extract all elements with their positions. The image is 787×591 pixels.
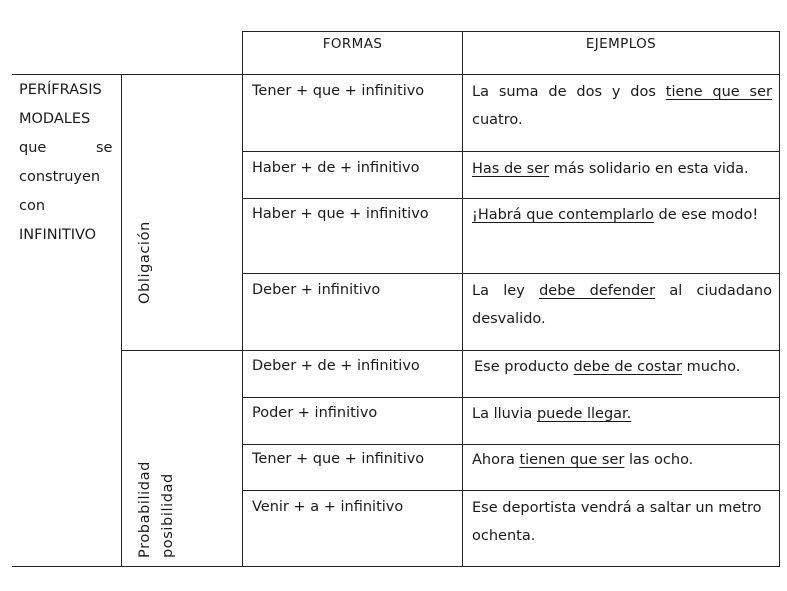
row-label-line-3a: que bbox=[19, 140, 47, 156]
ejemplo-text: las ocho. bbox=[624, 452, 694, 468]
forma-cell: Haber + que + infinitivo bbox=[252, 206, 429, 222]
ejemplo-text: Ese deportista vendrá a saltar un metro ochenta. bbox=[472, 500, 762, 544]
ejemplo-underlined: tienen que ser bbox=[519, 452, 625, 468]
ejemplo-cell bbox=[472, 155, 777, 183]
ejemplo-cell bbox=[472, 277, 772, 333]
rule-row-2 bbox=[242, 198, 780, 199]
ejemplo-text: más solidario en esta vida. bbox=[549, 161, 749, 177]
ejemplo-cell bbox=[472, 400, 777, 428]
ejemplo-cell bbox=[472, 446, 777, 474]
ejemplo-text: al ciudadano desvalido. bbox=[472, 283, 772, 327]
group-label-obligacion: Obligación bbox=[137, 221, 153, 304]
ejemplo-underlined: puede llegar. bbox=[536, 406, 632, 422]
ejemplo-cell bbox=[472, 494, 777, 550]
forma-cell: Tener + que + infinitivo bbox=[252, 83, 425, 99]
forma-cell: Tener + que + infinitivo bbox=[252, 451, 425, 467]
rule-row-5 bbox=[242, 397, 780, 398]
row-label-line-1: PERÍFRASIS bbox=[19, 82, 102, 98]
ejemplo-cell bbox=[472, 201, 772, 229]
ejemplo-underlined: debe defender bbox=[539, 283, 656, 299]
rule-col-formas bbox=[242, 31, 243, 566]
group-label-probabilidad: Probabilidad bbox=[137, 461, 153, 558]
ejemplo-text: La ley bbox=[472, 283, 540, 299]
row-label-line-3b: se bbox=[96, 140, 113, 156]
row-label-line-5: con bbox=[19, 198, 46, 214]
forma-cell: Poder + infinitivo bbox=[252, 405, 378, 421]
forma-cell: Deber + de + infinitivo bbox=[252, 358, 420, 374]
ejemplo-text: Ese producto bbox=[474, 359, 574, 375]
ejemplo-underlined: Has de ser bbox=[472, 161, 550, 177]
row-label-line-2: MODALES bbox=[19, 111, 91, 127]
rule-group-split bbox=[122, 350, 780, 351]
ejemplo-text: cuatro. bbox=[472, 112, 523, 128]
forma-cell: Venir + a + infinitivo bbox=[252, 499, 404, 515]
ejemplo-text: de ese modo! bbox=[653, 207, 759, 223]
header-ejemplos: EJEMPLOS bbox=[585, 36, 657, 52]
group-label-posibilidad: posibilidad bbox=[160, 473, 176, 558]
ejemplo-text: La lluvia bbox=[472, 406, 537, 422]
ejemplo-text: Ahora bbox=[472, 452, 520, 468]
ejemplo-text: mucho. bbox=[682, 359, 741, 375]
rule-row-3 bbox=[242, 273, 780, 274]
rule-bottom bbox=[12, 566, 780, 567]
rule-row-7 bbox=[242, 490, 780, 491]
forma-cell: Deber + infinitivo bbox=[252, 282, 381, 298]
rule-header-bottom bbox=[12, 74, 780, 75]
forma-cell: Haber + de + infinitivo bbox=[252, 160, 420, 176]
ejemplo-underlined: ¡Habrá que contemplarlo bbox=[472, 207, 654, 223]
rule-col-ejemplos bbox=[462, 31, 463, 566]
row-label-line-4: construyen bbox=[19, 169, 101, 185]
rule-col-right bbox=[779, 31, 780, 566]
ejemplo-text: La suma de dos y dos bbox=[472, 84, 666, 100]
row-label-line-6: INFINITIVO bbox=[19, 227, 97, 243]
ejemplo-underlined: debe de costar bbox=[573, 359, 683, 375]
rule-row-6 bbox=[242, 444, 780, 445]
rule-row-1 bbox=[242, 151, 780, 152]
rule-top bbox=[242, 31, 780, 32]
ejemplo-cell bbox=[472, 78, 772, 134]
header-formas: FORMAS bbox=[322, 36, 383, 52]
ejemplo-cell bbox=[474, 353, 777, 381]
rule-col-group bbox=[121, 74, 122, 566]
ejemplo-underlined: tiene que ser bbox=[665, 84, 772, 100]
